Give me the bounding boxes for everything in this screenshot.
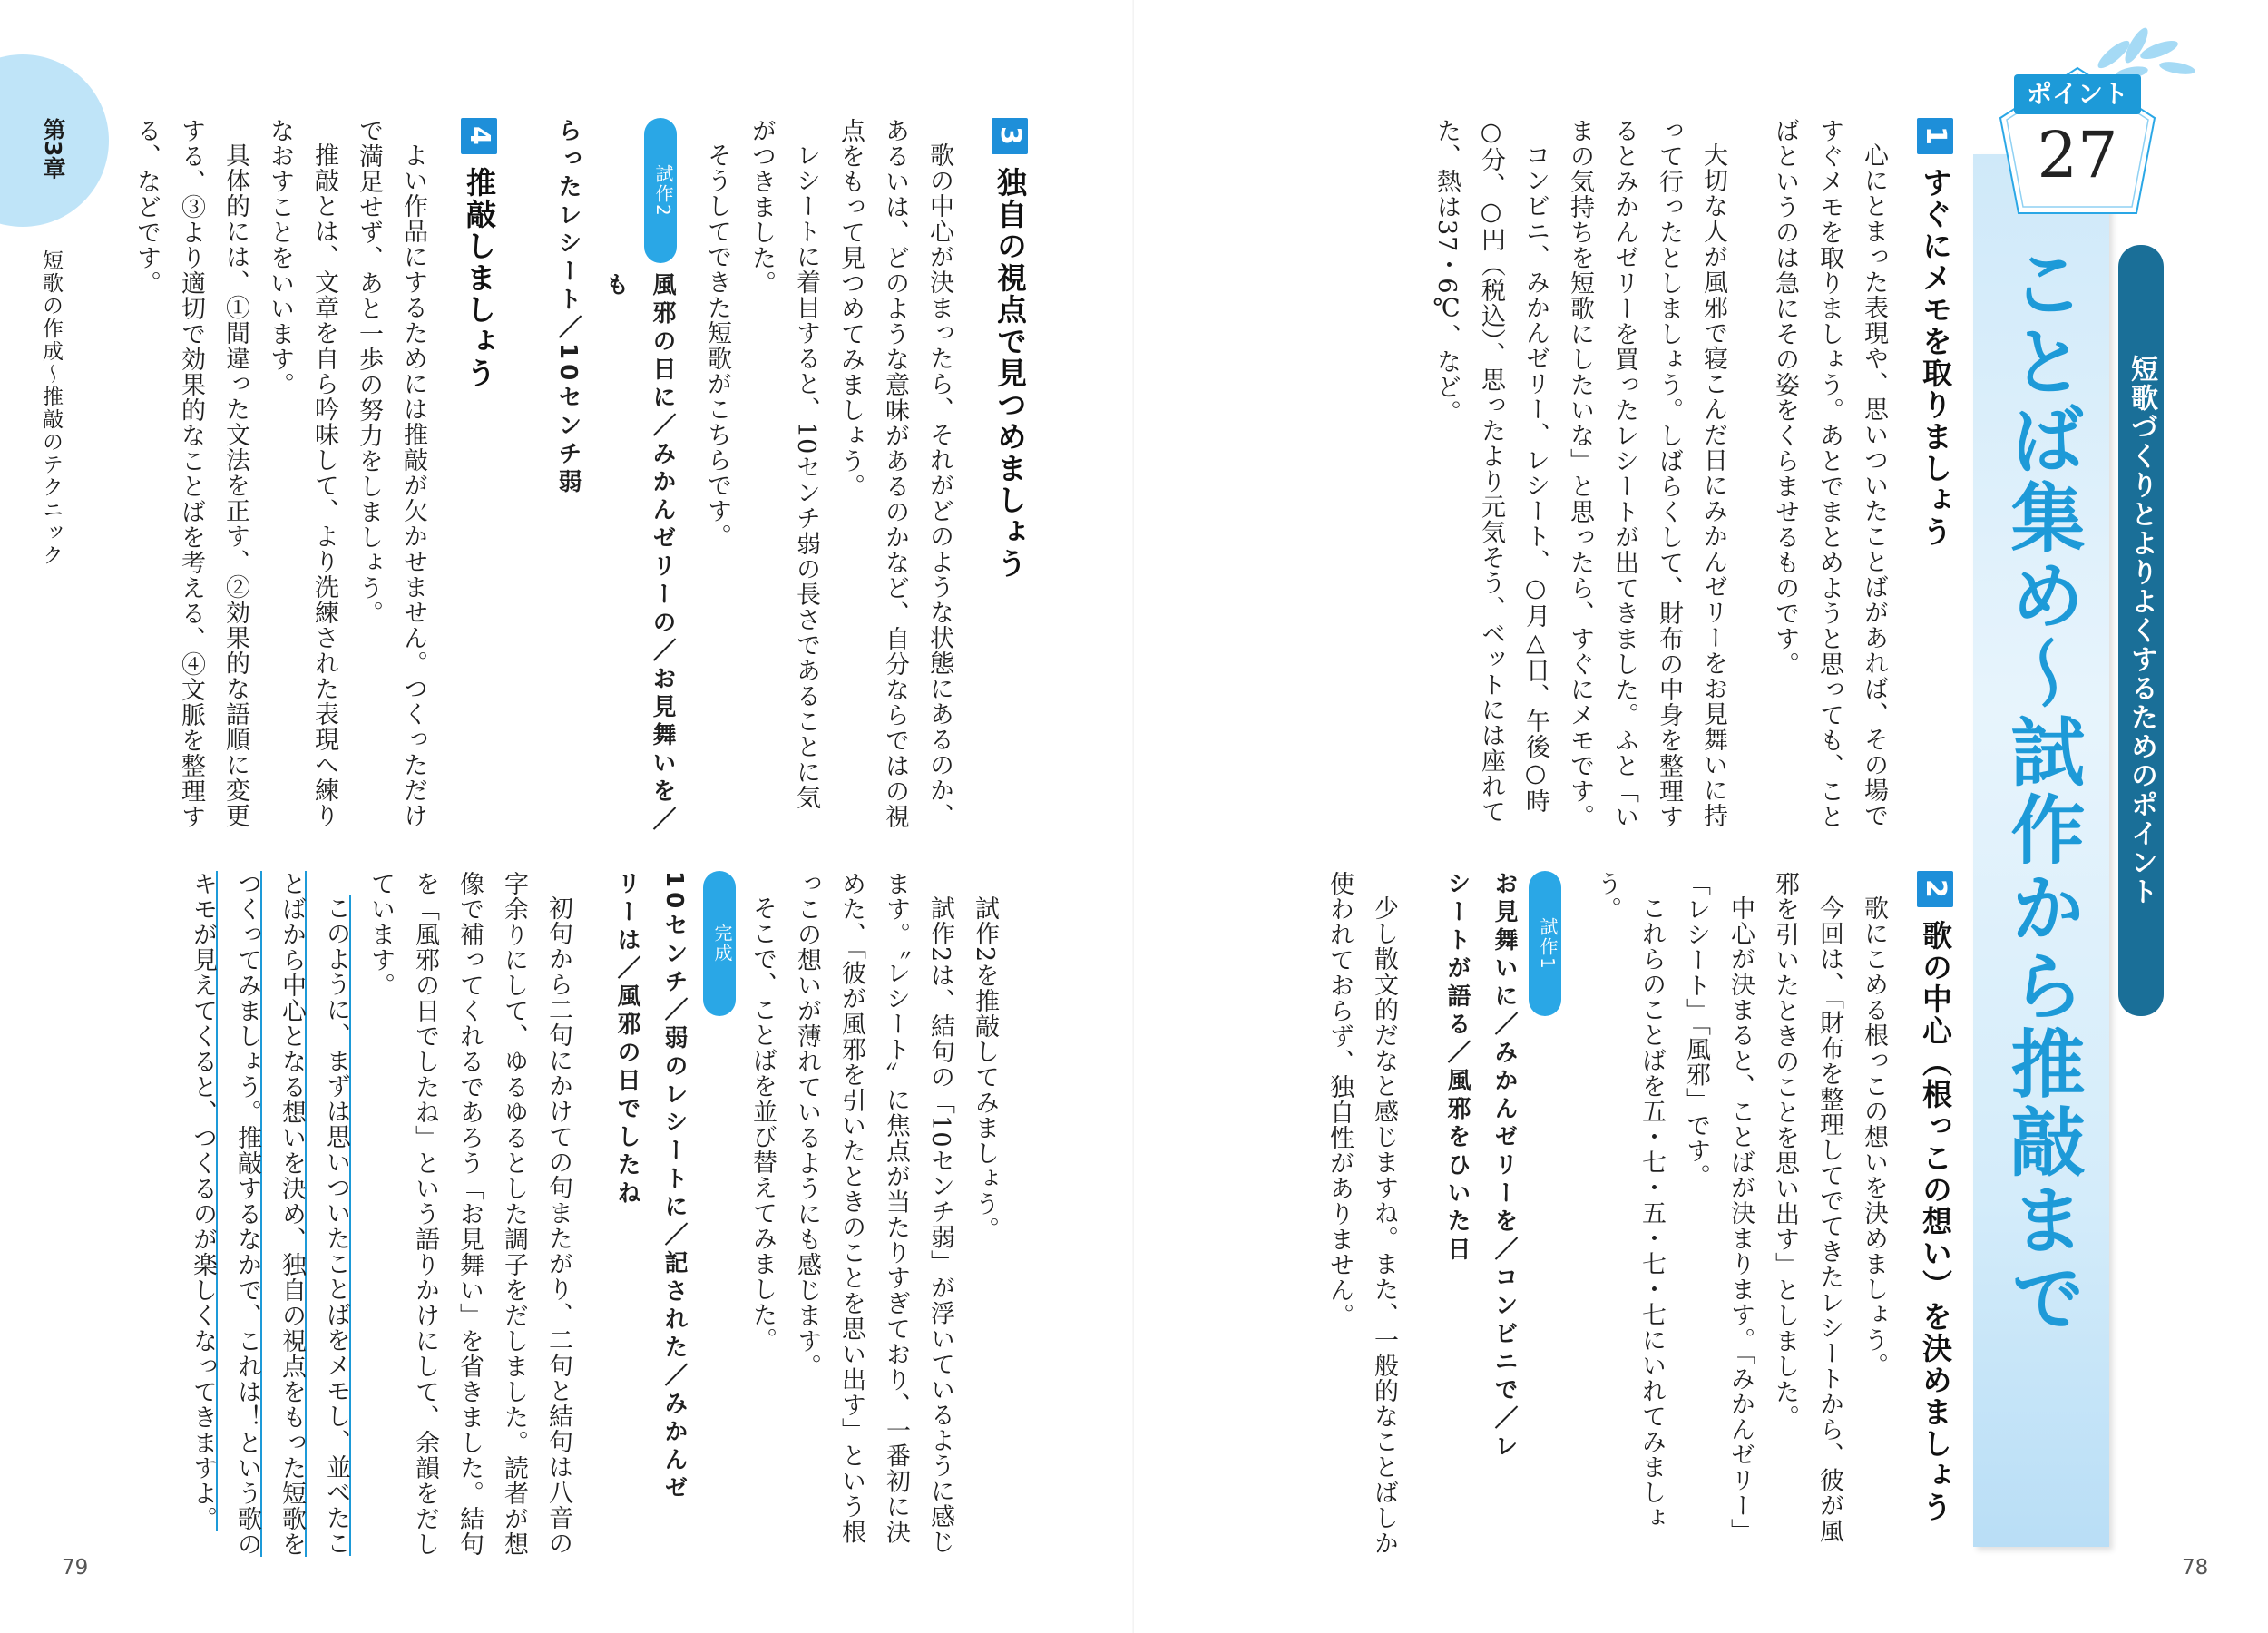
page-number-left: 79 bbox=[62, 1556, 89, 1579]
section1-heading bbox=[1914, 118, 1957, 590]
paragraph: 具体的には、①間違った文法を正す、②効果的な語順に変更する、③より適切で効果的なことばを考える、④文脈を整理する、などです。 bbox=[132, 118, 249, 829]
section4-title: 推敲しましょう bbox=[462, 167, 497, 389]
page-subtitle: 短歌づくりとよりよくするためのポイント bbox=[2118, 245, 2164, 1016]
trial2-poem bbox=[544, 118, 686, 835]
chapter-label: 第3章 bbox=[40, 118, 66, 180]
paragraph: コンビニ、みかんゼリー、レシート、○月△日、午後○時○分、○円（税込）、思ったより元気そう、ベットには座れてた、熱は37・6℃、など。 bbox=[1432, 118, 1549, 825]
poem-line: シートが語る／風邪をひいた日 bbox=[1443, 871, 1471, 1265]
poem-line: お見舞いに／みかんゼリーを／コンビニで／レ bbox=[1491, 871, 1518, 1462]
paragraph: そうしてできた短歌がこちらです。 bbox=[703, 142, 731, 549]
page-number-right: 78 bbox=[2182, 1556, 2209, 1579]
section1-title: すぐにメモを取りましょう bbox=[1918, 167, 1953, 548]
trial1-poem bbox=[1433, 871, 1528, 1560]
poem-line: 風邪の日に／みかんゼリーの／お見舞いを／も bbox=[601, 272, 676, 835]
point-label: ポイント bbox=[2014, 74, 2141, 114]
paragraph: レシートに着目すると、10センチ弱の長さであることに気がつきました。 bbox=[748, 118, 820, 811]
highlighted-paragraph: このように、まずは思いついたことばをメモし、並べたことばから中心となる想いを決め、独自の視点をもった短歌をつくってみましょう。推敲するなかで、これは！という歌のキモが見えてくると、つくるのが楽しくなってきますよ。 bbox=[189, 871, 350, 1557]
paragraph: 大切な人が風邪で寝こんだ日にみかんゼリーをお見舞いに持って行ったとしましょう。しばらくして、財布の中身を整理するとみかんゼリーを買ったレシートが出てきました。ふと「いまの気持ちを短歌にしたいな」と思ったら、すぐにメモです。 bbox=[1566, 118, 1727, 829]
chapter-subtitle: 短歌の作成～推敲のテクニック bbox=[39, 249, 63, 567]
section3-heading bbox=[989, 118, 1031, 590]
paragraph: 初句から二句にかけての句またがり、二句と結句は八音の字余りにして、ゆるゆるとした調子をだしました。読者が想像で補ってくれるであろう「お見舞い」を省きました。結句を「風邪の日でしたね」という語りかけにして、余韻をだしています。 bbox=[367, 871, 572, 1557]
section4-heading bbox=[458, 118, 501, 408]
paragraph: 心にとまった表現や、思いついたことばがあれば、その場ですぐメモを取りましょう。あとでまとめようと思っても、ことばというのは急にその姿をくらませるものです。 bbox=[1771, 118, 1888, 829]
revision-body bbox=[748, 871, 1007, 1560]
paragraph: これらのことばを五・七・五・七・七にいれてみましょう。 bbox=[1593, 871, 1666, 1530]
page-title: ことば集め～試作から推敲まで bbox=[1999, 245, 2085, 1337]
poem-line: らったレシート／10センチ弱 bbox=[554, 118, 582, 498]
paragraph: 少し散文的だなと感じますね。また、一般的なことばしか使われておらず、独自性がありません。 bbox=[1325, 871, 1398, 1556]
final-poem bbox=[603, 871, 698, 1560]
paragraph: 試作2は、結句の「10センチ弱」が浮いているように感じます。〝レシート〟に焦点が当たりすぎており、一番初に決めた、「彼が風邪を引いたときのことを思い出す」という根っこの想いが薄れているようにも感じます。 bbox=[793, 871, 954, 1555]
section4-number: 4 bbox=[461, 118, 497, 154]
section2-body bbox=[1593, 871, 1896, 1560]
trial1-comment bbox=[1279, 871, 1406, 1560]
paragraph: 中心が決まると、ことばが決まります。「みかんゼリー」「レシート」「風邪」です。 bbox=[1682, 871, 1755, 1544]
trial2-label: 試作2 bbox=[644, 118, 677, 263]
section3-number: 3 bbox=[992, 118, 1028, 154]
point-number: 27 bbox=[2037, 118, 2118, 192]
paragraph: 試作2を推敲してみましょう。 bbox=[971, 895, 999, 1243]
paragraph: 今回は、「財布を整理してでてきたレシートから、彼が風邪を引いたときのことを思い出す」としました。 bbox=[1771, 871, 1843, 1544]
section1-number: 1 bbox=[1917, 118, 1953, 154]
section2-title: 歌の中心（根っこの想い）を決めましょう bbox=[1918, 920, 1953, 1523]
section3-body bbox=[680, 118, 962, 835]
paragraph: 歌にこめる根っこの想いを決めましょう。 bbox=[1860, 895, 1888, 1378]
paragraph: よい作品にするためには推敲が欠かせません。つくっただけで満足せず、あと一歩の努力をしましょう。 bbox=[355, 118, 427, 828]
section3-title: 独自の視点で見つめましょう bbox=[992, 167, 1028, 580]
section2-number: 2 bbox=[1917, 871, 1953, 907]
section1-body bbox=[1279, 118, 1896, 835]
final-body bbox=[109, 871, 581, 1560]
paragraph: 歌の中心が決まったら、それがどのような状態にあるのか、あるいは、どのような意味があるのかなど、自分ならではの視点をもって見つめてみましょう。 bbox=[836, 118, 953, 829]
section2-heading bbox=[1914, 871, 1957, 1524]
paragraph: そこで、ことばを並び替えてみました。 bbox=[748, 895, 777, 1353]
poem-line: 10センチ／弱のレシートに／記された／みかんゼ bbox=[660, 871, 688, 1504]
paragraph: 推敲とは、文章を自ら吟味して、より洗練された表現へ練りなおすことをいいます。 bbox=[266, 118, 338, 828]
final-label: 完成 bbox=[703, 871, 736, 1016]
poem-line: リーは／風邪の日でしたね bbox=[613, 871, 640, 1208]
section4-body bbox=[100, 118, 435, 835]
trial1-label: 試作1 bbox=[1529, 871, 1561, 1016]
